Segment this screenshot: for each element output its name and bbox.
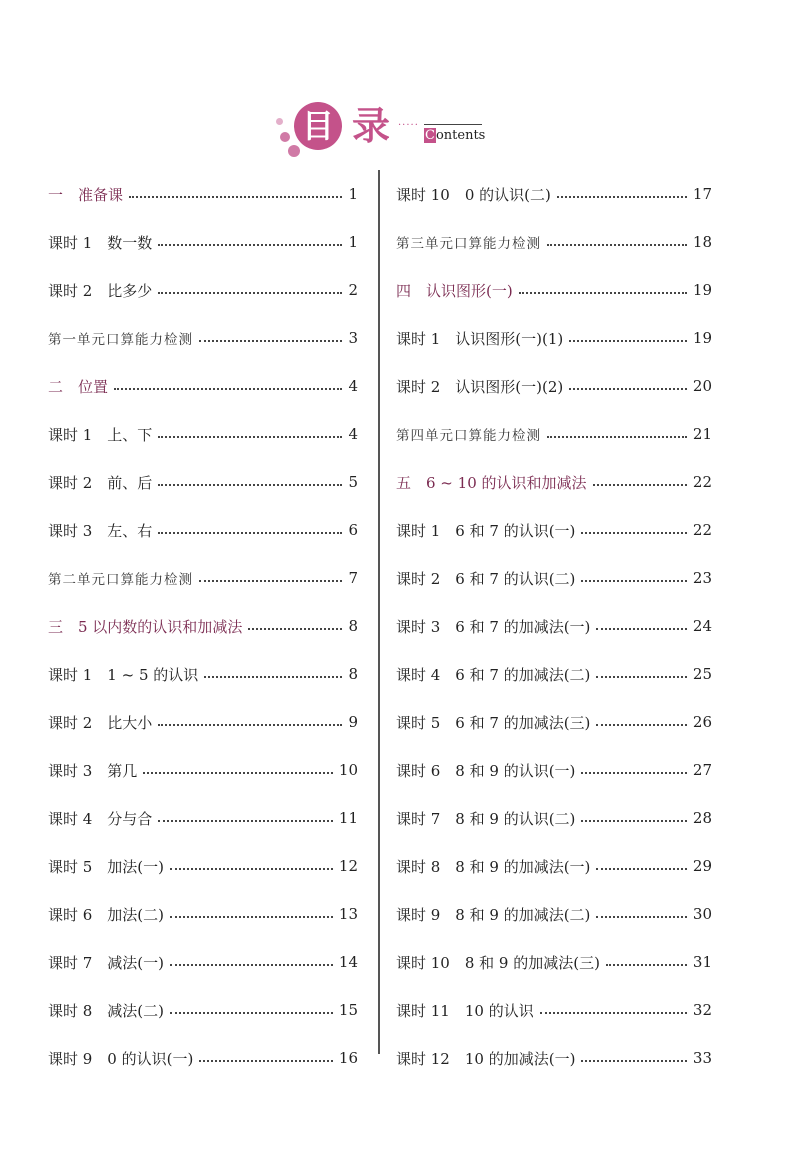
toc-section[interactable] bbox=[396, 266, 712, 314]
page-number: 27 bbox=[692, 761, 712, 779]
dot-leader bbox=[158, 724, 342, 726]
page-number: 5 bbox=[348, 473, 358, 491]
entry-title: 课时 10 8 和 9 的加减法(三) bbox=[396, 953, 600, 972]
dot-leader bbox=[606, 964, 687, 966]
dot-leader bbox=[593, 484, 687, 486]
entry-title: 课时 9 8 和 9 的加减法(二) bbox=[396, 905, 591, 924]
toc-right-column bbox=[396, 170, 712, 1082]
page-number: 4 bbox=[348, 377, 358, 395]
entry-title: 一 准备课 bbox=[48, 185, 124, 204]
toc-lesson-item[interactable] bbox=[396, 314, 712, 362]
dot-leader bbox=[199, 340, 342, 342]
page-number: 28 bbox=[692, 809, 712, 827]
entry-title: 课时 7 减法(一) bbox=[48, 953, 165, 972]
entry-title: 课时 5 6 和 7 的加减法(三) bbox=[396, 713, 591, 732]
toc-lesson-item[interactable] bbox=[396, 650, 712, 698]
toc-lesson-item[interactable] bbox=[396, 986, 712, 1034]
entry-title: 第三单元口算能力检测 bbox=[396, 236, 541, 252]
dot-leader bbox=[158, 532, 342, 534]
page-number: 16 bbox=[338, 1049, 358, 1067]
toc-lesson-item[interactable] bbox=[48, 218, 358, 266]
dot-leader bbox=[596, 916, 686, 918]
toc-section[interactable] bbox=[48, 362, 358, 410]
page-number: 8 bbox=[348, 617, 358, 635]
toc-lesson-item[interactable] bbox=[396, 842, 712, 890]
entry-title: 课时 2 认识图形(一)(2) bbox=[396, 377, 564, 396]
toc-lesson-item[interactable] bbox=[48, 410, 358, 458]
entry-title: 课时 6 加法(二) bbox=[48, 905, 165, 924]
decor-dot bbox=[288, 145, 300, 157]
page-number: 8 bbox=[348, 665, 358, 683]
toc-lesson-item[interactable] bbox=[396, 794, 712, 842]
page-number: 1 bbox=[348, 185, 358, 203]
entry-title: 课时 7 8 和 9 的认识(二) bbox=[396, 809, 576, 828]
toc-section[interactable] bbox=[48, 602, 358, 650]
page-number: 25 bbox=[692, 665, 712, 683]
page-number: 20 bbox=[692, 377, 712, 395]
entry-title: 课时 8 减法(二) bbox=[48, 1001, 165, 1020]
toc-lesson-item[interactable] bbox=[48, 650, 358, 698]
entry-title: 四 认识图形(一) bbox=[396, 281, 513, 300]
page-number: 32 bbox=[692, 1001, 712, 1019]
toc-section[interactable] bbox=[396, 458, 712, 506]
page-number: 23 bbox=[692, 569, 712, 587]
entry-title: 课时 1 数一数 bbox=[48, 233, 153, 252]
entry-title: 课时 3 6 和 7 的加减法(一) bbox=[396, 617, 591, 636]
dot-leader bbox=[540, 1012, 687, 1014]
entry-title: 课时 2 前、后 bbox=[48, 473, 153, 492]
toc-lesson-item[interactable] bbox=[396, 698, 712, 746]
toc-lesson-item[interactable] bbox=[396, 362, 712, 410]
dot-leader bbox=[170, 1012, 333, 1014]
toc-lesson-item[interactable] bbox=[48, 1034, 358, 1082]
entry-title: 课时 4 分与合 bbox=[48, 809, 153, 828]
page-number: 2 bbox=[348, 281, 358, 299]
toc-lesson-item[interactable] bbox=[48, 842, 358, 890]
entry-title: 课时 3 左、右 bbox=[48, 521, 153, 540]
page-number: 29 bbox=[692, 857, 712, 875]
page-number: 12 bbox=[338, 857, 358, 875]
entry-title: 课时 8 8 和 9 的加减法(一) bbox=[396, 857, 591, 876]
page-number: 9 bbox=[348, 713, 358, 731]
dot-leader bbox=[158, 484, 342, 486]
toc-lesson-item[interactable] bbox=[396, 170, 712, 218]
dot-leader bbox=[596, 676, 686, 678]
toc-lesson-item[interactable] bbox=[396, 938, 712, 986]
toc-check-item[interactable] bbox=[48, 554, 358, 602]
dot-leader bbox=[143, 772, 333, 774]
entry-title: 课时 3 第几 bbox=[48, 761, 138, 780]
dot-leader bbox=[114, 388, 342, 390]
toc-lesson-item[interactable] bbox=[396, 890, 712, 938]
page-number: 14 bbox=[338, 953, 358, 971]
dot-leader bbox=[547, 244, 687, 246]
decor-dot bbox=[276, 118, 283, 125]
dot-leader bbox=[199, 1060, 333, 1062]
toc-lesson-item[interactable] bbox=[48, 746, 358, 794]
page-number: 10 bbox=[338, 761, 358, 779]
dot-leader bbox=[596, 724, 686, 726]
entry-title: 课时 10 0 的认识(二) bbox=[396, 185, 551, 204]
page-number: 31 bbox=[692, 953, 712, 971]
decor-dot bbox=[280, 132, 290, 142]
toc-check-item[interactable] bbox=[396, 218, 712, 266]
entry-title: 五 6 ~ 10 的认识和加减法 bbox=[396, 473, 587, 492]
page-number: 7 bbox=[348, 569, 358, 587]
page-number: 15 bbox=[338, 1001, 358, 1019]
toc-lesson-item[interactable] bbox=[48, 794, 358, 842]
toc-lesson-item[interactable] bbox=[48, 506, 358, 554]
decor-rule bbox=[424, 124, 482, 125]
dot-leader bbox=[158, 436, 342, 438]
dot-leader bbox=[158, 292, 342, 294]
page-number: 13 bbox=[338, 905, 358, 923]
entry-title: 课时 4 6 和 7 的加减法(二) bbox=[396, 665, 591, 684]
toc-check-item[interactable] bbox=[48, 314, 358, 362]
toc-lesson-item[interactable] bbox=[48, 458, 358, 506]
page-number: 24 bbox=[692, 617, 712, 635]
page-number: 22 bbox=[692, 521, 712, 539]
dot-leader bbox=[596, 628, 686, 630]
dot-leader bbox=[519, 292, 687, 294]
decor-dots: ····· bbox=[398, 120, 419, 131]
entry-title: 课时 1 1 ~ 5 的认识 bbox=[48, 665, 199, 684]
entry-title: 课时 9 0 的认识(一) bbox=[48, 1049, 194, 1068]
entry-title: 课时 11 10 的认识 bbox=[396, 1001, 534, 1020]
page-number: 26 bbox=[692, 713, 712, 731]
page-number: 11 bbox=[338, 809, 358, 827]
page-number: 21 bbox=[692, 425, 712, 443]
dot-leader bbox=[170, 964, 333, 966]
dot-leader bbox=[557, 196, 687, 198]
entry-title: 课时 1 认识图形(一)(1) bbox=[396, 329, 564, 348]
entry-title: 二 位置 bbox=[48, 377, 109, 396]
toc-lesson-item[interactable] bbox=[48, 890, 358, 938]
dot-leader bbox=[581, 820, 686, 822]
page-number: 18 bbox=[692, 233, 712, 251]
dot-leader bbox=[581, 772, 686, 774]
toc-section[interactable] bbox=[48, 170, 358, 218]
toc-lesson-item[interactable] bbox=[396, 554, 712, 602]
dot-leader bbox=[204, 676, 342, 678]
entry-title: 课时 2 6 和 7 的认识(二) bbox=[396, 569, 576, 588]
toc-check-item[interactable] bbox=[396, 410, 712, 458]
dot-leader bbox=[581, 580, 686, 582]
page-number: 33 bbox=[692, 1049, 712, 1067]
dot-leader bbox=[170, 868, 333, 870]
column-divider bbox=[378, 170, 380, 1054]
entry-title: 课时 6 8 和 9 的认识(一) bbox=[396, 761, 576, 780]
page-number: 22 bbox=[692, 473, 712, 491]
toc-left-column bbox=[48, 170, 358, 1082]
toc-lesson-item[interactable] bbox=[396, 746, 712, 794]
entry-title: 课时 2 比多少 bbox=[48, 281, 153, 300]
entry-title: 课时 1 上、下 bbox=[48, 425, 153, 444]
dot-leader bbox=[581, 532, 686, 534]
dot-leader bbox=[569, 340, 687, 342]
title-circle: 目 bbox=[294, 102, 342, 150]
toc-lesson-item[interactable] bbox=[396, 506, 712, 554]
entry-title: 课时 5 加法(一) bbox=[48, 857, 165, 876]
dot-leader bbox=[547, 436, 687, 438]
page-number: 17 bbox=[692, 185, 712, 203]
dot-leader bbox=[596, 868, 686, 870]
dot-leader bbox=[199, 580, 342, 582]
page-number: 4 bbox=[348, 425, 358, 443]
toc-lesson-item[interactable] bbox=[48, 938, 358, 986]
title-char: 录 bbox=[352, 104, 391, 148]
page-number: 6 bbox=[348, 521, 358, 539]
toc-header bbox=[270, 96, 500, 166]
page-number: 3 bbox=[348, 329, 358, 347]
page-number: 30 bbox=[692, 905, 712, 923]
page-number: 19 bbox=[692, 281, 712, 299]
dot-leader bbox=[569, 388, 687, 390]
dot-leader bbox=[170, 916, 333, 918]
entry-title: 课时 1 6 和 7 的认识(一) bbox=[396, 521, 576, 540]
toc-lesson-item[interactable] bbox=[48, 986, 358, 1034]
entry-title: 课时 2 比大小 bbox=[48, 713, 153, 732]
entry-title: 第一单元口算能力检测 bbox=[48, 332, 193, 348]
entry-title: 第四单元口算能力检测 bbox=[396, 428, 541, 444]
dot-leader bbox=[158, 820, 333, 822]
toc-lesson-item[interactable] bbox=[396, 602, 712, 650]
dot-leader bbox=[248, 628, 342, 630]
entry-title: 课时 12 10 的加减法(一) bbox=[396, 1049, 576, 1068]
entry-title: 第二单元口算能力检测 bbox=[48, 572, 193, 588]
entry-title: 三 5 以内数的认识和加减法 bbox=[48, 617, 243, 636]
toc-lesson-item[interactable] bbox=[396, 1034, 712, 1082]
subtitle: Contents bbox=[425, 128, 486, 143]
dot-leader bbox=[581, 1060, 686, 1062]
toc-lesson-item[interactable] bbox=[48, 698, 358, 746]
toc-lesson-item[interactable] bbox=[48, 266, 358, 314]
dot-leader bbox=[158, 244, 342, 246]
page-number: 1 bbox=[348, 233, 358, 251]
dot-leader bbox=[129, 196, 342, 198]
page-number: 19 bbox=[692, 329, 712, 347]
